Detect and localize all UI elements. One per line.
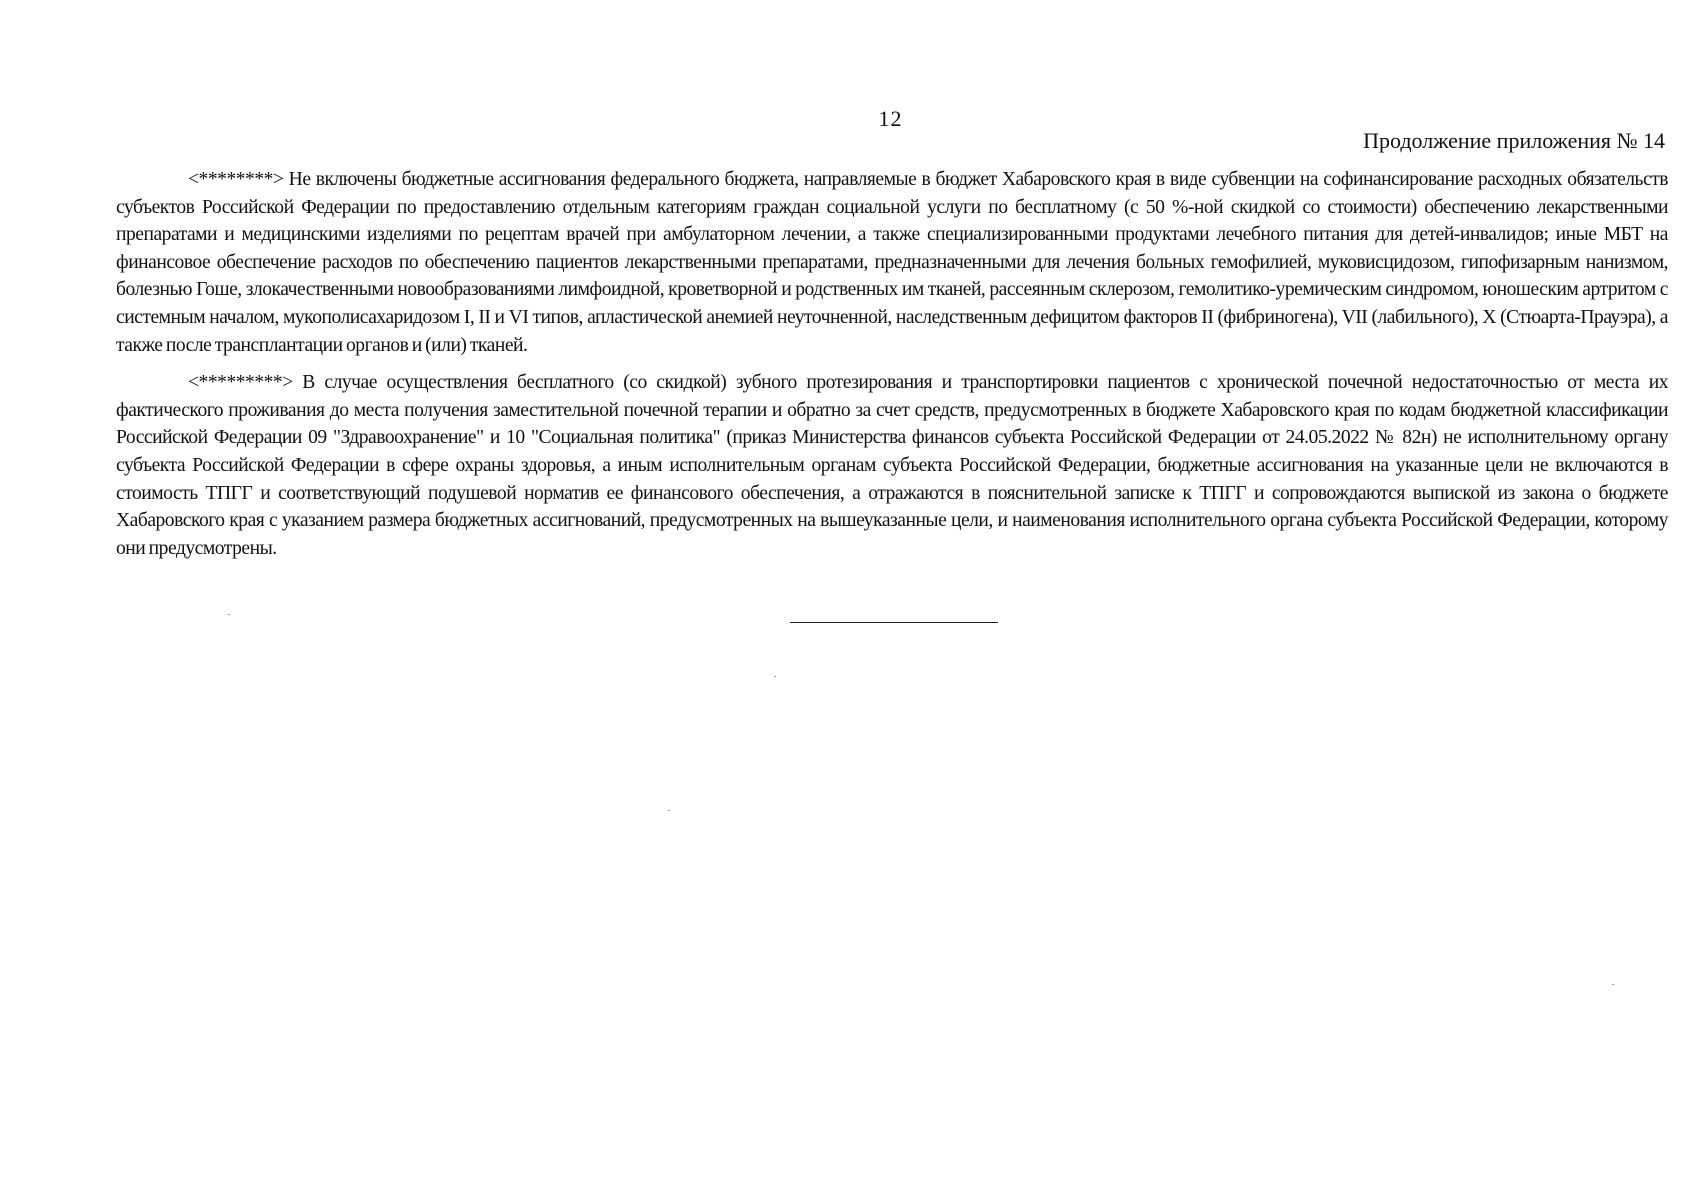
scan-speck	[774, 676, 776, 677]
scan-speck	[228, 614, 230, 615]
footnote-nine-asterisks: <*********> В случае осуществления бесплатного (со скидкой) зубного протезирования и транспортировки пациентов с хронической почечной недостаточностью от места их фактического проживания до места получения заместительной почечной терапии и обратно за счет средств, предусмотренных в бюджете Хабаровского края по кодам бюджетной классификации Российской Федерации 09 "Здравоохранение" и 10 "Социальная политика" (приказ Министерства финансов субъекта Российской Федерации от 24.05.2022 № 82н) не исполнительному органу субъекта Российской Федерации в сфере охраны здоровья, а иным исполнительным органам субъекта Российской Федерации, бюджетные ассигнования на указанные цели не включаются в стоимость ТПГГ и соответствующий подушевой норматив ее финансового обеспечения, а отражаются в пояснительной записке к ТПГГ и сопровождаются выпиской из закона о бюджете Хабаровского края с указанием размера бюджетных ассигнований, предусмотренных на вышеуказанные цели, и наименования исполнительного органа субъекта Российской Федерации, которому они предусмотрены.	[116, 372, 1668, 559]
appendix-continuation-note: Продолжение приложения № 14	[1363, 128, 1665, 153]
footnotes-section	[116, 166, 1668, 572]
scan-speck	[1612, 984, 1614, 985]
closing-horizontal-rule	[790, 622, 998, 623]
footnote-eight-asterisks: <********> Не включены бюджетные ассигнования федерального бюджета, направляемые в бюджет Хабаровского края в виде субвенции на софинансирование расходных обязательств субъектов Российской Федерации по предоставлению отдельным категориям граждан социальной услуги по бесплатному (с 50 %-ной скидкой со стоимости) обеспечению лекарственными препаратами и медицинскими изделиями по рецептам врачей при амбулаторном лечении, а также специализированными продуктами лечебного питания для детей-инвалидов; иные МБТ на финансовое обеспечение расходов по обеспечению пациентов лекарственными препаратами, предназначенными для лечения больных гемофилией, муковисцидозом, гипофизарным нанизмом, болезнью Гоше, злокачественными новообразованиями лимфоидной, кроветворной и родственных им тканей, рассеянным склерозом, гемолитико-уремическим синдромом, юношеским артритом с системным началом, мукополисахаридозом I, II и VI типов, апластической анемией неуточненной, наследственным дефицитом факторов II (фибриногена), VII (лабильного), X (Стюарта-Прауэра), а также после трансплантации органов и (или) тканей.	[116, 169, 1668, 356]
page-number: 12	[878, 106, 903, 131]
scan-speck	[668, 810, 670, 811]
